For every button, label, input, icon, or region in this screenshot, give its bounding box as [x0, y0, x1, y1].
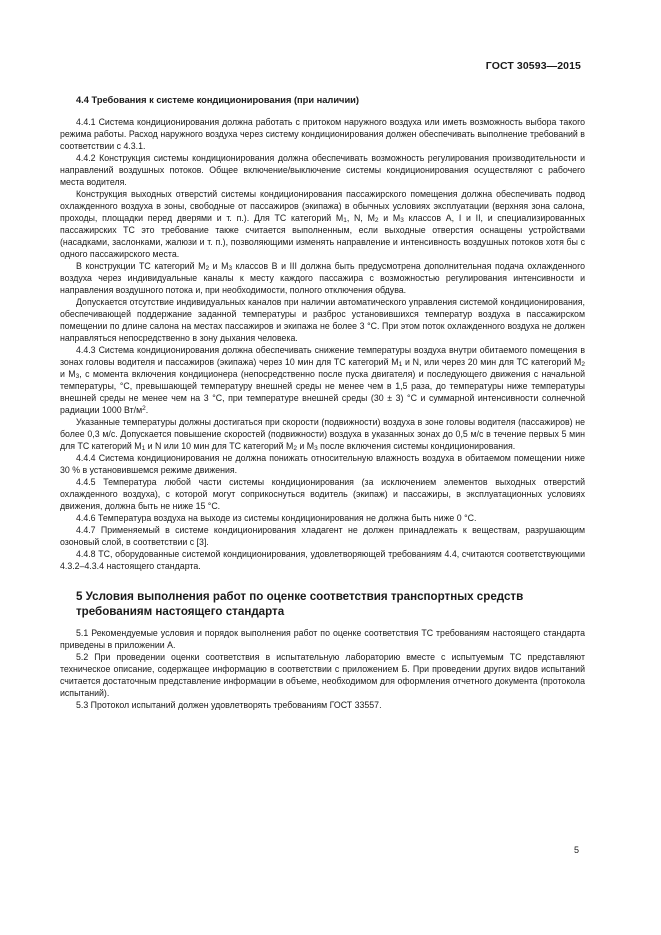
- document-header: ГОСТ 30593—2015: [485, 60, 581, 72]
- paragraph-individual-channels: В конструкции ТС категорий $M_2$ и $M_3$ классов В и III должна быть предусмотрена дополнительная подача охлажденного воздуха через индивидуальные каналы к месту каждого пассажира с возможностью регулирования интенсивности и направления воздушного потока и, при необходимости, полного отключения обдува.: [60, 261, 585, 295]
- paragraph-4-4-3: 4.4.3 Система кондиционирования должна обеспечивать снижение температуры воздуха внутри обитаемого помещения в зонах головы водителя и пассажиров (экипажа) через 10 мин для ТС категорий $M_1$ и N, или через 20 мин для ТС категорий $M_2$ и $M_3$, с момента включения кондиционера (непосредственно после пуска двигателя) и последующего движения с начальной температуры, °С, превышающей температуру внешней среды не менее чем в 1,5 раза, до температуры ниже температуры внешней среды не менее чем на 3 °С, при температуре внешней среды (30 ± 3) °С и суммарной интенсивности солнечной радиации 1000 $Вт/м^2$.: [60, 345, 585, 415]
- paragraph-4-4-4: 4.4.4 Система кондиционирования не должна понижать относительную влажность воздуха в обитаемом помещении ниже 30 % в установившемся режиме движения.: [60, 453, 585, 475]
- paragraph-4-4-7: 4.4.7 Применяемый в системе кондиционирования хладагент не должен принадлежать к веществам, разрушающим озоновый слой, в соответствии с [3].: [60, 525, 585, 547]
- page-content: [60, 94, 585, 711]
- section-4-4-heading: 4.4 Требования к системе кондиционирования (при наличии): [76, 95, 359, 105]
- paragraph-4-4-2: 4.4.2 Конструкция системы кондиционирования должна обеспечивать возможность регулирования производительности и направлений воздушных потоков. Общее включение/выключение системы кондиционирования осуществляют с рабочего места водителя.: [60, 153, 585, 187]
- page-number: 5: [573, 845, 579, 855]
- paragraph-5-2: 5.2 При проведении оценки соответствия в испытательную лабораторию вместе с испытуемым ТС представляют техническое описание, содержащее информацию в соответствии с приложением Б. При проведении других видов испытаний считается достаточным представление информации в объеме, необходимом для оформления отчетного документа (протокола испытаний).: [60, 652, 585, 698]
- paragraph-outlet-design: Конструкция выходных отверстий системы кондиционирования пассажирского помещения должна обеспечивать подвод охлажденного воздуха в зоны, свободные от пассажиров (экипажа) в обычных условиях эксплуатации (верхняя зона салона, проходы, площадки перед дверями и т. п.). Для ТС категорий $M_1$, N, $M_2$ и $M_3$ классов А, I и II, и специализированных пассажирских ТС это требование также считается выполненным, если выходные отверстия оснащены устройствами (насадками, заслонками, жалюзи и т. п.), позволяющими изменять направление и интенсивность воздушных потоков хотя бы с одного пассажирского места.: [60, 189, 585, 259]
- paragraph-4-4-1: 4.4.1 Система кондиционирования должна работать с притоком наружного воздуха или иметь возможность выбора такого режима работы. Расход наружного воздуха через систему кондиционирования должен обеспечивать выполнение требований в соответствии с 4.3.1.: [60, 117, 585, 151]
- paragraph-4-4-8: 4.4.8 ТС, оборудованные системой кондиционирования, удовлетворяющей требованиям 4.4, считаются соответствующими 4.3.2–4.3.4 настоящего стандарта.: [60, 549, 585, 571]
- paragraph-5-1: 5.1 Рекомендуемые условия и порядок выполнения работ по оценке соответствия ТС требованиям настоящего стандарта приведены в приложении А.: [60, 628, 585, 650]
- paragraph-4-4-6: 4.4.6 Температура воздуха на выходе из системы кондиционирования не должна быть ниже 0 °С.: [76, 513, 477, 523]
- section-5-heading: 5 Условия выполнения работ по оценке соответствия транспортных средств требованиям настоящего стандарта: [76, 590, 524, 618]
- paragraph-air-speed: Указанные температуры должны достигаться при скорости (подвижности) воздуха в зоне головы водителя (пассажиров) не более 0,3 м/с. Допускается повышение скоростей (подвижности) воздуха в указанных зонах до 0,5 м/с в течение первых 5 мин для ТС категорий $M_1$ и N или 10 мин для ТС категорий $M_2$ и $M_3$ после включения системы кондиционирования.: [60, 417, 585, 452]
- paragraph-auto-control: Допускается отсутствие индивидуальных каналов при наличии автоматического управления системой кондиционирования, обеспечивающей поддержание заданной температуры и разброс установившихся температур воздуха в пассажирском помещении по длине салона на местах пассажиров и экипажа не более 3 °С. При этом поток охлажденного воздуха не должен направляться непосредственно в зону дыхания человека.: [60, 297, 585, 343]
- paragraph-4-4-5: 4.4.5 Температура любой части системы кондиционирования (за исключением элементов выходных отверстий охлажденного воздуха), с которой могут соприкоснуться водитель (экипаж) и пассажиры, в эксплуатационных условиях движения, должна быть не ниже 15 °С.: [60, 477, 585, 511]
- paragraph-5-3: 5.3 Протокол испытаний должен удовлетворять требованиям ГОСТ 33557.: [76, 700, 382, 710]
